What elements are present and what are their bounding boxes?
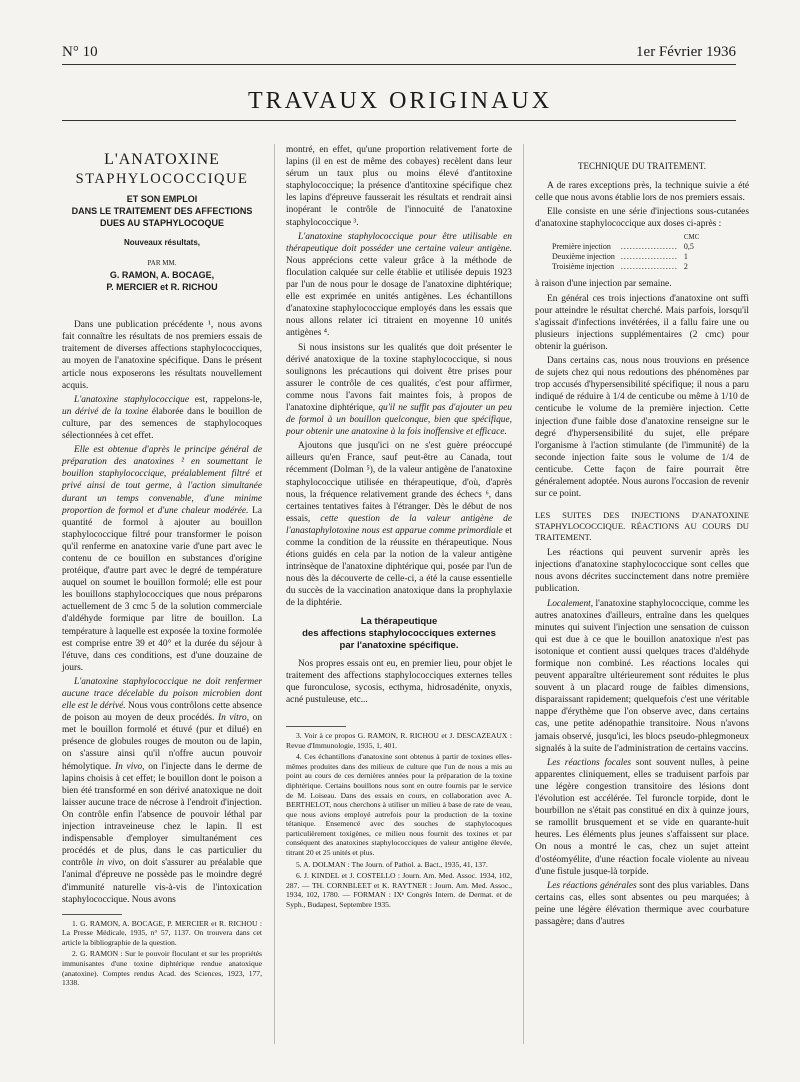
paragraph: Ajoutons que jusqu'ici on ne s'est guère préoccupé ailleurs qu'en France, sauf peut-être au Canada, tout récemment (Dolman ⁵), de la valeur antigène de l'anatoxine staphylococcique utilisée en thérapeutique, d'où, d'après nous, la fréquence relativement grande des échecs ⁶, dans certaines tentatives faites à l'étranger. Dès le début de nos essais, cette question de la valeur antigène de l'anastaphylotoxine nous est apparue comme primordiale et comme la condition de la réussite en thérapeutique. Nous étions guidés en cela par la notion de la valeur antigène intrinsèque de l'anatoxine diphtérique qui, posée par l'un de nous dès la découverte de celle-ci, a été la cause essentielle du succès de la vaccination anatoxique dans la prophylaxie de la diphtérie. [286,441,512,609]
authors-line: P. MERCIER et R. RICHOU [106,282,218,293]
paragraph: En général ces trois injections d'anatoxine ont suffi pour atteindre le résultat cherché. Mais parfois, lorsqu'il s'agissait d'infections invétérées, il a fallu faire une ou plusieurs injections supplémentaires (2 cmc) pour obtenir la guérison. [535,293,749,352]
column-1 [62,144,262,990]
paragraph: Elle est obtenue d'après le principe général de préparation des anatoxines ² en soumettant le bouillon staphylococcique, préalablement filtré et privé ainsi de tout germe, à l'action simultanée durant un temps convenable, d'une minime proportion de formol et d'une chaleur modérée. La quantité de formol à ajouter au bouillon staphylococcique filtré pour transformer le poison qu'il renferme en anatoxine varie d'une part avec le contenu de ce bouillon en substances d'origine protéique, d'autre part avec le degré de température auquel on soumet le bouillon formolé; elle est pour les bouillons staphylococciques que nous préparons actuellement de 3 cmc 5 de la solution commerciale d'aldéhyde formique par litre de bouillon. La température à laquelle est exposée la toxine formolée est comprise entre 39 et 40° et la durée du séjour à l'étuve, dans ces conditions, est d'une douzaine de jours. [62,445,262,673]
paragraph: Elle consiste en une série d'injections sous-cutanées d'anatoxine staphylococcique aux doses ci-après : [535,207,749,230]
paragraph: Les réactions générales sont des plus variables. Dans certains cas, elles sont absentes ou peu marquées; à peine une légère élévation thermique avec courbature passagère; dans d'autres [535,880,749,927]
footnote: 3. Voir à ce propos G. RAMON, R. RICHOU et J. DESCAZEAUX : Revue d'Immunologie, 1935, 1, 401. [286,730,512,750]
column-2 [286,144,512,912]
title-rule [62,120,736,121]
footnote-rule [62,914,122,915]
paragraph: Si nous insistons sur les qualités que doit présenter le dérivé anatoxique de la toxine staphylococcique, si nous soulignons les précautions qui doivent être prises pour assurer le contrôle de ces qualités, c'est pour affirmer, comme nous l'avons fait maintes fois, à propos de l'anatoxine diphtérique, qu'il ne suffit pas d'ajouter un peu de formol à un bouillon quelconque, bien que spécifique, pour obtenir une anatoxine à la fois inoffensive et efficace. [286,342,512,438]
paragraph: montré, en effet, qu'une proportion relativement forte de lapins (il en est de même des cobayes) recèlent dans leur sérum un taux plus ou moins élevé d'antitoxine staphylococcique; la présence d'antitoxine spécifique chez les lapins d'épreuve fausserait les résultats et rendrait ainsi inopérant le contrôle de l'innocuité de l'anatoxine staphylococcique ³. [286,145,512,228]
paragraph: A de rares exceptions près, la technique suivie a été celle que nous avons établie lors de nos premiers essais. [535,181,749,204]
footnote: 6. J. KINDEL et J. COSTELLO : Journ. Am. Med. Assoc. 1934, 102, 287. — TH. CORNBLEET et K. RAYTNER : Journ. Am. Med. Assoc., 1934, 102, 1780. — FORMAN : IXᵉ Congrès Intern. de Dermat. et de Syph., Budapest, Septembre 1935. [286,871,512,910]
footnote: 1. G. RAMON, A. BOCAGE, P. MERCIER et R. RICHOU : La Presse Médicale, 1935, n° 57, 1137. On trouvera dans cet article la bibliographie de la question. [62,918,262,947]
footnote: 2. G. RAMON : Sur le pouvoir floculant et sur les propriétés immunisantes d'une toxine diphtérique rendue anatoxique (anatoxine). Comptes rendus Acad. des Sciences, 1923, 177, 1338. [62,949,262,988]
paragraph: Dans une publication précédente ¹, nous avons fait connaître les résultats de nos premiers essais de traitement de diverses affections staphylococciques, au moyen de l'anatoxine spécifique. Dans le présent article nous exposerons les résultats nouvellement acquis. [62,320,262,391]
footnote-rule [286,726,346,727]
footnote: 5. A. DOLMAN : The Journ. of Pathol. a. Bact., 1935, 41, 137. [296,859,488,869]
article-title-block [62,150,262,293]
paragraph: L'anatoxine staphylococcique est, rappelons-le, un dérivé de la toxine élaborée dans le bouillon de culture, par des semences de staphylocoques sélectionnées à cet effet. [62,394,262,442]
article-title-line: DUES AU STAPHYLOCOQUE [99,218,224,228]
article-title-line: ET SON EMPLOI [126,194,198,204]
paragraph: L'anatoxine staphylococcique pour être utilisable en thérapeutique doit posséder une certaine valeur antigène. Nous apprécions cette valeur grâce à la méthode de floculation calquée sur celle établie et utilisée depuis 1923 par l'un de nous pour le dosage de l'anatoxine diphtérique; elle est exprimée en unités antigènes. Les échantillons d'anatoxine staphylococcique employés dans les essais que nous allons relater ici titraient en moyenne 10 unités antigènes ⁴. [286,231,512,339]
suites-heading: LES SUITES DES INJECTIONS D'ANATOXINE STAPHYLOCOCCIQUE. RÉACTIONS AU COURS DU TRAITEMENT. [535,510,749,543]
section-title: TRAVAUX ORIGINAUX [247,88,553,114]
dose-unit: CMC [683,233,700,242]
paragraph: Dans certains cas, nous nous trouvions en présence de sujets chez qui nous redoutions des phénomènes par trop accusés d'hypersensibilité spécifique; il nous a paru indiqué de réduire à 1/4 de centicube ou même à 1/10 de centicube le volume de la première injection. Cette injection d'une faible dose d'anatoxine renseigne sur le degré d'hypersensibilité du sujet, elle prépare l'organisme à l'action stimulante (de l'immunité) de la seconde injection faite sous le volume de 1/4 de centicube. Cette façon de faire pourrait être généralement adoptée. Nous aurons l'occasion de revenir sur ce point. [535,356,749,500]
article-title-line: STAPHYLOCOCCIQUE [75,171,249,187]
column-divider-2 [523,144,524,1044]
technique-heading: TECHNIQUE DU TRAITEMENT. [578,161,706,171]
issue-date: 1er Février 1936 [636,44,736,60]
dose-row: Deuxième injection ................... 1 [552,252,688,262]
article-title-line: L'ANATOXINE [104,151,220,168]
paragraph: Nos propres essais ont eu, en premier lieu, pour objet le traitement des affections staphylococciques externes telles que furonculose, sycosis, ecthyma, hidrosadénite, onyxis, acné pustuleuse, etc... [286,658,512,705]
paragraph: L'anatoxine staphylococcique ne doit renfermer aucune trace décelable du poison microbien dont elle est le dérivé. Nous vous contrôlons cette absence de poison au moyen de deux procédés. In vitro, on met le bouillon formolé et étuvé (pur et dilué) en présence de globules rouges de mouton ou de lapin, on s'assure ainsi qu'il n'offre aucun pouvoir hémolytique. In vivo, on l'injecte dans le derme de lapins choisis à cet effet; le bouillon dont le poison a bien été transformé en son dérivé anatoxique ne doit laisser aucune trace de nécrose à l'endroit d'injection. On contrôle enfin l'absence de pouvoir léthal par injection intraveineuse chez le lapin. Il est indispensable d'employer simultanément ces procédés et de plus, dans le cas particulier du contrôle in vivo, on doit s'assurer au préalable que l'animal d'épreuve ne possède pas le moindre degré d'immunité naturelle vis-à-vis de l'intoxication staphylococcique. Nous avons [62,676,263,905]
column-3 [535,144,749,930]
column-divider-1 [274,144,275,1044]
paragraph: à raison d'une injection par semaine. [535,279,672,290]
paragraph: Les réactions qui peuvent survenir après les injections d'anatoxine staphylococcique sont celles que nous avons décrites succinctement dans notre première publication. [535,548,749,595]
paragraph: Localement, l'anatoxine staphylococcique, comme les autres anatoxines d'ailleurs, entraîne dans les quelques minutes qui suivent l'injection une sensation de cuisson qui est due à ce que le bouillon anatoxique n'est pas isotonique et contient aussi quelques traces d'aldéhyde formique non combiné. Les réactions locales qui peuvent apparaître ultérieurement sont réduites le plus souvent à un placard rouge de faibles dimensions, disparaissant rapidement; quelquefois c'est une véritable nappe d'érythème que l'on observe avec, dans certains cas, une petite adénopathie transitoire. Nous n'avons jamais observé, jusqu'ici, les blocs pseudo-phlegmoneux signalés à la suite de l'administration de certains vaccins. [535,598,749,754]
issue-number: N° 10 [62,44,98,60]
footnote: 4. Ces échantillons d'anatoxine sont obtenus à partir de toxines elles-mêmes produites dans des milieux de culture que l'un de nous a mis au point au cours de ces dernières années pour la préparation de la toxine diphtérique. Certains bouillons nous sont en outre fournis par le service de M. Loiseau. Dans des essais en cours, en collaboration avec A. BERTHELOT, nous cherchons à utiliser un milieu à base de rate de veau, que nous avions employé autrefois pour la production de la toxine tétanique. Ensemencé avec des souches de staphylocoques particulièrement toxigènes, ce milieu nous fournit des toxines et par conséquent des anatoxines staphylococciques de valeur antigène élevée, titrant 20 et 25 unités et plus. [286,752,512,858]
authors-line: G. RAMON, A. BOCAGE, [109,270,215,281]
by-line: PAR MM. [147,259,177,268]
dose-row: Troisième injection ................... 2 [552,262,688,272]
article-title-line: DANS LE TRAITEMENT DES AFFECTIONS [71,206,253,216]
article-subtitle: Nouveaux résultats, [123,238,201,247]
paragraph: Les réactions focales sont souvent nulles, à peine apparentes cliniquement, elles se traduisent parfois par une légère congestion transitoire des lésions dont l'évolution est accélérée. Tel furoncle torpide, dont le bourbillon ne s'était pas constitué en dix à quinze jours, se ramollit brusquement et se vide en quarante-huit heures. Les éléments plus jeunes s'affaissent sur place. On nous a montré le cas, chez un sujet atteint d'ostéomyélite, d'une réaction focale violente au niveau d'une fistule jusque-là torpide. [535,757,749,877]
dose-row: Première injection ................... 0,5 [552,242,694,252]
header-rule [62,64,736,65]
subsection-heading: La thérapeutique des affections staphylococciques externes par l'anatoxine spécifique. [302,615,496,651]
dose-table [549,232,702,272]
